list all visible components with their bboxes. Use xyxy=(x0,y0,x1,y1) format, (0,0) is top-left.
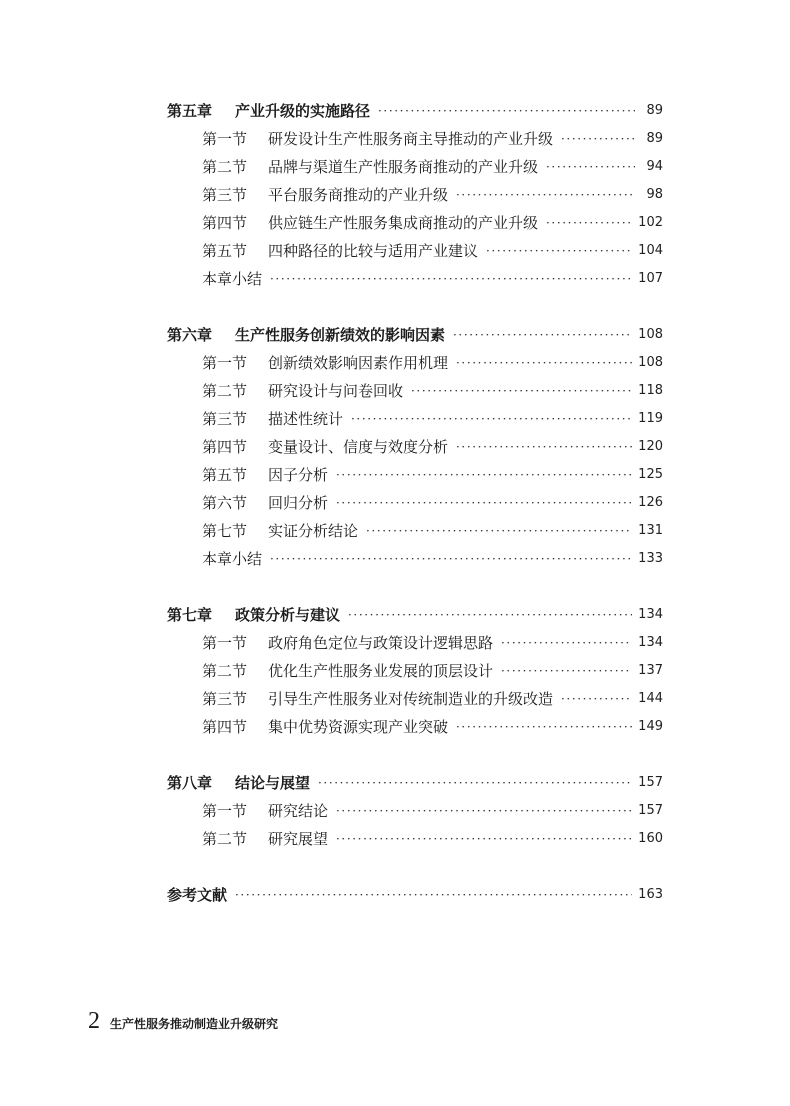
page-ref: 89 xyxy=(646,131,663,146)
toc-section-entry[interactable] xyxy=(202,433,663,461)
toc-section-entry[interactable] xyxy=(202,657,663,685)
chapter-label xyxy=(167,97,370,125)
page-number: 2 xyxy=(88,1008,100,1034)
dot-leader xyxy=(456,181,635,209)
chapter-number: 第五章 xyxy=(167,102,213,120)
section-title: 供应链生产性服务集成商推动的产业升级 xyxy=(268,214,539,232)
chapter-number: 参考文献 xyxy=(167,886,228,904)
section-title: 优化生产性服务业发展的顶层设计 xyxy=(268,662,494,680)
section-title: 研究展望 xyxy=(268,830,329,848)
section-label xyxy=(202,685,553,713)
chapter-label xyxy=(167,601,340,629)
page-ref: 104 xyxy=(638,243,663,258)
dot-leader xyxy=(546,153,635,181)
page-ref: 133 xyxy=(638,551,663,566)
chapter-title: 生产性服务创新绩效的影响因素 xyxy=(235,326,446,344)
section-number: 第三节 xyxy=(202,690,248,708)
page-ref: 134 xyxy=(638,635,663,650)
chapter-label xyxy=(167,769,310,797)
section-number: 第三节 xyxy=(202,410,248,428)
dot-leader xyxy=(318,769,632,797)
dot-leader xyxy=(378,97,635,125)
section-title: 引导生产性服务业对传统制造业的升级改造 xyxy=(268,690,554,708)
section-label xyxy=(202,657,493,685)
dot-leader xyxy=(351,405,632,433)
page-ref: 144 xyxy=(638,691,663,706)
chapter-label xyxy=(167,321,445,349)
toc-chapter-entry[interactable] xyxy=(167,321,663,349)
section-title: 变量设计、信度与效度分析 xyxy=(268,438,449,456)
toc-chapter-entry[interactable] xyxy=(167,601,663,629)
dot-leader xyxy=(453,321,632,349)
dot-leader xyxy=(336,461,632,489)
running-title: 生产性服务推动制造业升级研究 xyxy=(110,1017,279,1031)
section-title: 描述性统计 xyxy=(268,410,344,428)
chapter-title: 政策分析与建议 xyxy=(235,606,341,624)
dot-leader xyxy=(336,797,632,825)
dot-leader xyxy=(270,265,632,293)
section-number: 第三节 xyxy=(202,186,248,204)
toc-section-entry[interactable] xyxy=(202,377,663,405)
section-label xyxy=(202,153,538,181)
section-number: 第二节 xyxy=(202,158,248,176)
page-ref: 125 xyxy=(638,467,663,482)
section-label xyxy=(202,265,262,293)
toc-section-entry[interactable] xyxy=(202,265,663,293)
page-ref: 134 xyxy=(638,607,663,622)
section-title: 研发设计生产性服务商主导推动的产业升级 xyxy=(268,130,554,148)
page-ref: 160 xyxy=(638,831,663,846)
section-label xyxy=(202,489,328,517)
dot-leader xyxy=(456,433,632,461)
section-label xyxy=(202,517,358,545)
section-title: 政府角色定位与政策设计逻辑思路 xyxy=(268,634,494,652)
toc-section-entry[interactable] xyxy=(202,237,663,265)
section-title: 集中优势资源实现产业突破 xyxy=(268,718,449,736)
toc-section-entry[interactable] xyxy=(202,797,663,825)
section-title: 因子分析 xyxy=(268,466,329,484)
page-ref: 94 xyxy=(646,159,663,174)
chapter-number: 第七章 xyxy=(167,606,213,624)
toc-section-entry[interactable] xyxy=(202,405,663,433)
section-number: 第五节 xyxy=(202,242,248,260)
section-title: 实证分析结论 xyxy=(268,522,359,540)
page-ref: 149 xyxy=(638,719,663,734)
page-ref: 131 xyxy=(638,523,663,538)
dot-leader xyxy=(235,881,632,909)
page-ref: 102 xyxy=(638,215,663,230)
section-label xyxy=(202,377,403,405)
page-footer xyxy=(88,1008,278,1035)
toc-chapter-entry[interactable] xyxy=(167,769,663,797)
dot-leader xyxy=(348,601,632,629)
section-label xyxy=(202,629,493,657)
dot-leader xyxy=(546,209,632,237)
section-label xyxy=(202,825,328,853)
section-number: 第七节 xyxy=(202,522,248,540)
dot-leader xyxy=(336,825,632,853)
toc-section-entry[interactable] xyxy=(202,489,663,517)
toc-section-entry[interactable] xyxy=(202,181,663,209)
section-number: 第四节 xyxy=(202,214,248,232)
section-title: 品牌与渠道生产性服务商推动的产业升级 xyxy=(268,158,539,176)
section-label xyxy=(202,713,448,741)
chapter-title: 产业升级的实施路径 xyxy=(235,102,371,120)
section-number: 第一节 xyxy=(202,634,248,652)
toc-chapter-entry[interactable] xyxy=(167,881,663,909)
page-ref: 108 xyxy=(638,327,663,342)
dot-leader xyxy=(270,545,632,573)
section-number: 第二节 xyxy=(202,382,248,400)
section-title: 四种路径的比较与适用产业建议 xyxy=(268,242,479,260)
page-ref: 157 xyxy=(638,803,663,818)
dot-leader xyxy=(561,685,632,713)
page-ref: 118 xyxy=(638,383,663,398)
section-title: 回归分析 xyxy=(268,494,329,512)
toc-chapter-entry[interactable] xyxy=(167,97,663,125)
section-title: 平台服务商推动的产业升级 xyxy=(268,186,449,204)
dot-leader xyxy=(336,489,632,517)
chapter-number: 第六章 xyxy=(167,326,213,344)
toc-section-entry[interactable] xyxy=(202,713,663,741)
section-label xyxy=(202,125,553,153)
section-number: 第二节 xyxy=(202,830,248,848)
section-number: 第一节 xyxy=(202,802,248,820)
page-ref: 120 xyxy=(638,439,663,454)
section-label xyxy=(202,209,538,237)
dot-leader xyxy=(501,629,632,657)
page-ref: 126 xyxy=(638,495,663,510)
toc-section-entry[interactable] xyxy=(202,153,663,181)
toc-section-entry[interactable] xyxy=(202,349,663,377)
dot-leader xyxy=(456,713,632,741)
page-ref: 157 xyxy=(638,775,663,790)
toc-section-entry[interactable] xyxy=(202,545,663,573)
chapter-number: 第八章 xyxy=(167,774,213,792)
section-label xyxy=(202,461,328,489)
toc-section-entry[interactable] xyxy=(202,461,663,489)
section-label xyxy=(202,433,448,461)
chapter-title: 结论与展望 xyxy=(235,774,311,792)
section-number: 第一节 xyxy=(202,354,248,372)
section-number: 第五节 xyxy=(202,466,248,484)
section-label xyxy=(202,181,448,209)
section-number: 第一节 xyxy=(202,130,248,148)
section-number: 本章小结 xyxy=(202,550,263,568)
section-number: 第四节 xyxy=(202,438,248,456)
section-label xyxy=(202,405,343,433)
toc-section-entry[interactable] xyxy=(202,825,663,853)
section-title: 研究设计与问卷回收 xyxy=(268,382,404,400)
section-title: 研究结论 xyxy=(268,802,329,820)
section-label xyxy=(202,237,478,265)
section-label xyxy=(202,545,262,573)
dot-leader xyxy=(456,349,632,377)
section-number: 本章小结 xyxy=(202,270,263,288)
toc-section-entry[interactable] xyxy=(202,629,663,657)
toc-section-entry[interactable] xyxy=(202,125,663,153)
section-number: 第四节 xyxy=(202,718,248,736)
dot-leader xyxy=(486,237,632,265)
dot-leader xyxy=(411,377,632,405)
toc-section-entry[interactable] xyxy=(202,517,663,545)
page-ref: 108 xyxy=(638,355,663,370)
dot-leader xyxy=(561,125,635,153)
section-label xyxy=(202,349,448,377)
page-ref: 119 xyxy=(638,411,663,426)
section-label xyxy=(202,797,328,825)
page-ref: 163 xyxy=(638,887,663,902)
page-ref: 98 xyxy=(646,187,663,202)
section-number: 第二节 xyxy=(202,662,248,680)
chapter-label xyxy=(167,881,227,909)
page-ref: 107 xyxy=(638,271,663,286)
toc-section-entry[interactable] xyxy=(202,685,663,713)
toc-section-entry[interactable] xyxy=(202,209,663,237)
section-title: 创新绩效影响因素作用机理 xyxy=(268,354,449,372)
dot-leader xyxy=(366,517,632,545)
page-ref: 89 xyxy=(646,103,663,118)
page-ref: 137 xyxy=(638,663,663,678)
section-number: 第六节 xyxy=(202,494,248,512)
dot-leader xyxy=(501,657,632,685)
